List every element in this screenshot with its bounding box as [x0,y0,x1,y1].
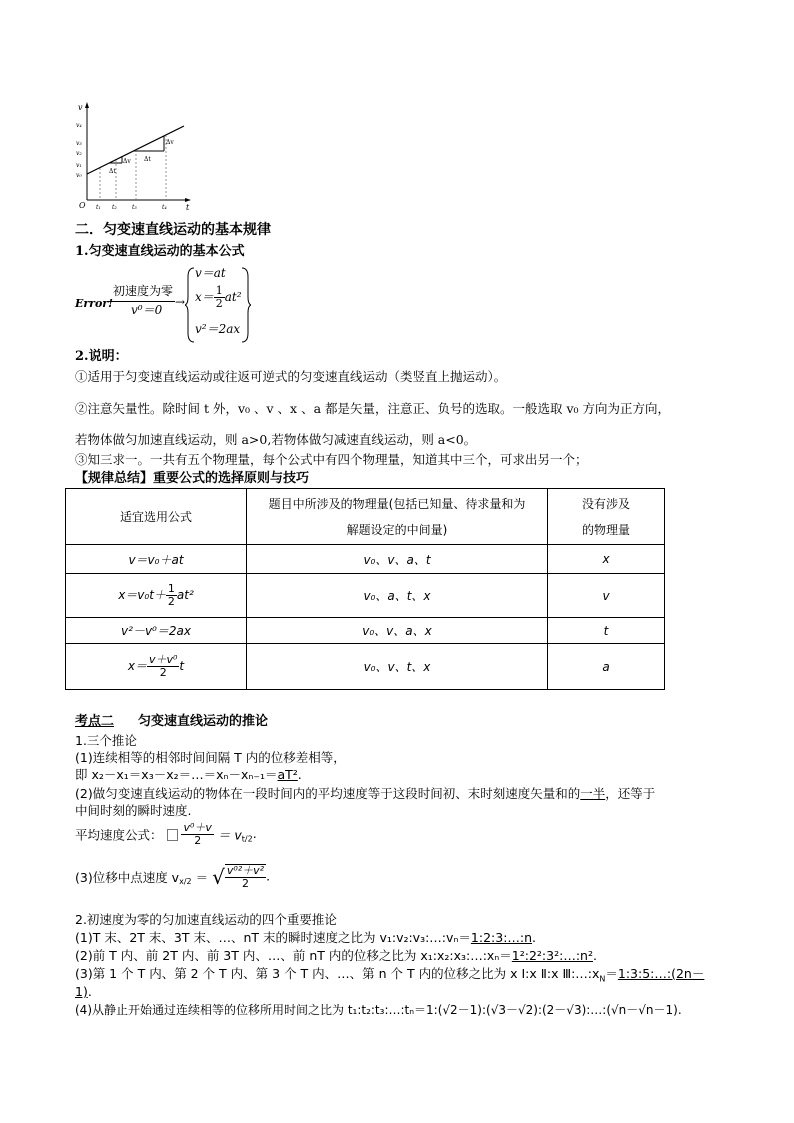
summary-heading: 【规律总结】重要公式的选择原则与技巧 [75,471,310,486]
axis-v-label: v [78,103,83,112]
row3-missing: t [548,618,665,644]
v-tick-2: v₂ [76,150,82,157]
row3-involved: v₀、v、a、x [247,618,548,644]
vt-graph [74,100,194,210]
note-1: ①适用于匀变速直线运动或往返可逆式的匀变速直线运动（类竖直上抛运动）。 [75,369,507,384]
dv-label-1: Δv [123,158,131,165]
section-heading: 二．匀变速直线运动的基本规律 [75,222,271,238]
subheading-notes: 2.说明： [75,349,128,364]
row2-formula: x＝v₀t＋ $\frac{1}{2}$ at² [66,574,247,618]
left-brace [185,267,195,343]
v-axis-arrow [85,102,89,108]
note-4: ③知三求一。一共有五个物理量，每个公式中有四个物理量，知道其中三个，可求出另一个； [75,452,588,467]
k-line-10: (2)前 T 内、前 2T 内、前 3T 内、…、前 nT 内的位移之比为 x₁:x₂:x₃:…:xₙ＝1²:2²:3²:…:n². [75,948,597,963]
k-line-12: 1). [75,984,92,999]
formula-selection-table [65,488,665,690]
origin-label: O [79,201,86,210]
row1-missing: x [548,545,665,574]
condition-bottom: v⁰＝0 [131,303,163,317]
k-line-8: 2.初速度为零的匀加速直线运动的四个重要推论 [75,912,337,927]
v-tick-3: v₃ [76,140,82,147]
header-formula: 适宜选用公式 [66,489,247,545]
note-3: 若物体做匀加速直线运动，则 a>0,若物体做匀减速直线运动，则 a<0。 [75,432,477,447]
row2-missing: v [548,574,665,618]
k-line-7: (3)位移中点速度 $v_{x/2}$ ＝ √ $\frac{\text{v⁰²＋v²}}{2}$ . [75,864,271,890]
note-2: ②注意矢量性。除时间 t 外，v₀ 、v 、x 、a 都是矢量，注意正、负号的选取。一般选取 v₀ 方向为正方向， [75,401,671,416]
k-line-5: 中间时刻的瞬时速度. [75,803,192,818]
table-row [66,618,665,644]
k-line-2: (1)连续相等的相邻时间间隔 T 内的位移差相等， [75,750,346,765]
k-line-3: 即 x₂－x₁＝x₃－x₂＝…＝xₙ－xₙ₋₁＝aT². [75,767,302,782]
kaodian-label: 考点二 [75,714,115,729]
vbar-placeholder-icon [167,829,178,841]
k-line-9: (1)T 末、2T 末、3T 末、…、nT 末的瞬时速度之比为 v₁:v₂:v₃:…:vₙ＝1:2:3:…:n. [75,930,537,945]
formula-1: v＝at [195,266,226,280]
error-label: Error! [75,297,113,310]
table-row [66,644,665,690]
table-row [66,545,665,574]
v-tick-4: v₄ [76,122,82,129]
k-line-6: 平均速度公式： $\frac{\text{v⁰＋v}}{2}$ ＝ $v_{t/2}$. [75,821,257,847]
sqrt-expression: √ $\frac{\text{v⁰²＋v²}}{2}$ [212,864,265,890]
row1-formula: v＝v₀＋at [66,545,247,574]
row1-involved: v₀、v、a、t [247,545,548,574]
dt-label-2: Δt [144,156,151,163]
t-tick-3: t₃ [132,204,137,211]
axis-t-label: t [186,203,190,212]
row2-involved: v₀、a、t、x [247,574,548,618]
dv-label-2: Δv [166,139,174,146]
row4-involved: v₀、v、t、x [247,644,548,690]
header-missing: 没有涉及 的物理量 [548,489,665,545]
arrow-head: → [175,295,186,309]
v-tick-1: v₁ [76,162,82,169]
condition-top: 初速度为零 [113,284,174,298]
t-tick-4: t₄ [162,204,167,211]
formula-3: v²＝2ax [195,322,241,336]
table-header-row [66,489,665,545]
kaodian-title: 匀变速直线运动的推论 [138,714,269,729]
right-brace [241,267,251,343]
k-line-11: (3)第 1 个 T 内、第 2 个 T 内、第 3 个 T 内、…、第 n 个 T 内的位移之比为 x Ⅰ:x Ⅱ:x $Ⅲ:\dots:x_N=1:3:5:\dots:(2n-$ [75,966,705,984]
subheading-formulas: 1.匀变速直线运动的基本公式 [75,244,245,259]
v-tick-0: v₀ [76,172,82,179]
k-line-13: (4)从静止开始通过连续相等的位移所用时间之比为 t₁:t₂:t₃:…:tₙ＝1:(√2－1):(√3－√2):(2－√3):…:(√n－√n－1). [75,1003,682,1017]
dt-label-1: Δt [109,168,116,175]
vt-graph-svg [74,100,194,210]
k-line-1: 1.三个推论 [75,733,137,748]
t-tick-1: t₁ [96,204,101,211]
table-row [66,574,665,618]
row4-formula: x＝ $\frac{\text{v＋v⁰}}{2}$ t [66,644,247,690]
row3-formula: v²－v⁰＝2ax [66,618,247,644]
k-line-4: (2)做匀变速直线运动的物体在一段时间内的平均速度等于这段时间初、末时刻速度矢量和的一半，还等于 [75,786,656,801]
formula-2: x＝ $\frac{1}{2}$ at² [195,284,242,310]
t-tick-2: t₂ [112,204,117,211]
header-involved: 题目中所涉及的物理量(包括已知量、待求量和为 解题设定的中间量) [247,489,548,545]
formula-group [75,265,275,345]
row4-missing: a [548,644,665,690]
